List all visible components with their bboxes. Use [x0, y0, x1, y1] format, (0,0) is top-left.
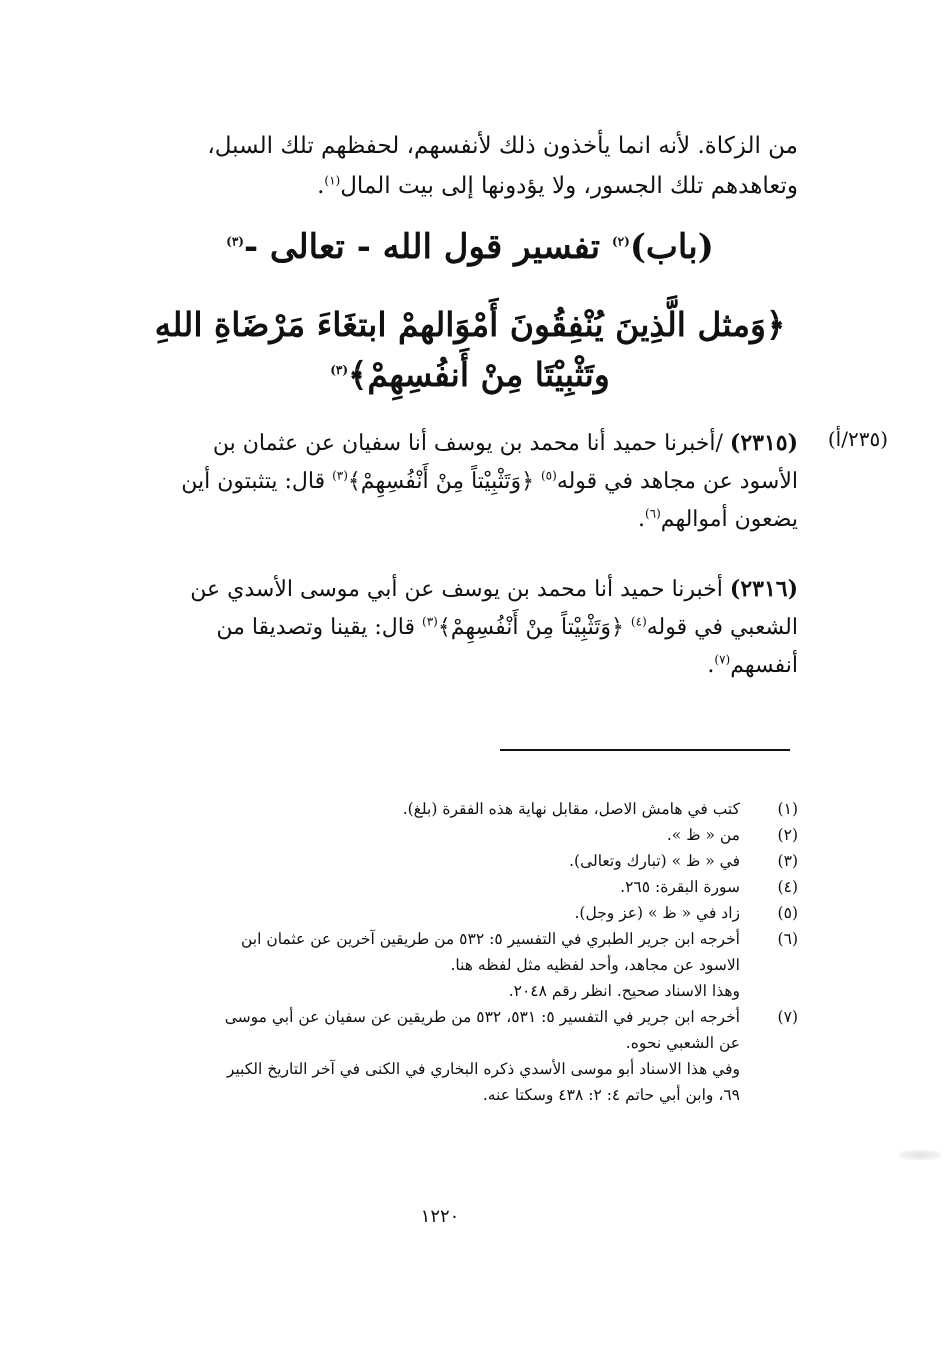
- footnotes: [130, 796, 798, 1108]
- opening-paragraph: [128, 126, 798, 206]
- hadith-2316: [128, 570, 798, 685]
- footnote-text: [130, 874, 740, 900]
- footnote-text: [130, 926, 740, 1004]
- footnote-marker[interactable]: (٣): [226, 234, 244, 249]
- footnote-number: (١): [777, 800, 798, 818]
- footnote-number: (٢): [777, 826, 798, 844]
- footnote-line: في « ظ » (تبارك وتعالى).: [569, 852, 740, 870]
- footnote: [130, 848, 798, 874]
- manuscript-folio-reference: (٢٣٥/أ): [827, 427, 888, 451]
- footnote-line: زاد في « ظ » (عز وجل).: [574, 904, 740, 922]
- footnote-number: (٤): [777, 878, 798, 896]
- footnote-line: الاسود عن مجاهد، وأحد لفظيه مثل لفظه هنا.: [450, 956, 740, 974]
- quran-verse: [150, 300, 790, 400]
- footnote-number: (٧): [777, 1008, 798, 1026]
- footnote-text: [130, 1004, 740, 1108]
- hadith-number: (٢٣١٦): [729, 576, 798, 602]
- footnote-line: أخرجه ابن جرير في التفسير ٥: ٥٣١، ٥٣٢ من طريقين عن سفيان عن أبي موسى: [224, 1008, 740, 1026]
- scan-smudge: [900, 1150, 940, 1160]
- verse-line: وتَثْبِيْتَا مِنْ أَنفُسِهِمْ﴾$^{(٣)}$: [330, 355, 610, 394]
- footnote-marker[interactable]: (٦): [644, 506, 661, 521]
- footnote-line: كتب في هامش الاصل، مقابل نهاية هذه الفقرة (بلغ).: [402, 800, 740, 818]
- footnote-text: [130, 796, 740, 822]
- footnote-marker[interactable]: (٣): [332, 468, 348, 483]
- text-line: من الزكاة. لأنه انما يأخذون ذلك لأنفسهم، لحفظهم تلك السبل،: [207, 133, 798, 159]
- footnote-text: [130, 822, 740, 848]
- footnote: [130, 1004, 798, 1108]
- footnote-separator: [500, 749, 790, 751]
- footnote-number: (٥): [777, 904, 798, 922]
- footnote-marker[interactable]: (٥): [540, 468, 557, 483]
- footnote-line: سورة البقرة: ٢٦٥.: [620, 878, 740, 896]
- text-line: (٢٣١٥) /أخبرنا حميد أنا محمد بن يوسف أنا سفيان عن عثمان بن: [212, 430, 798, 456]
- hadith-2315: [128, 424, 798, 539]
- footnote-line: عن الشعبي نحوه.: [625, 1034, 740, 1052]
- footnote: [130, 900, 798, 926]
- footnote-marker[interactable]: (٣): [330, 363, 349, 377]
- text-line: أنفسهم$^{(٧)}$.: [707, 652, 798, 678]
- footnote-marker[interactable]: (٤): [630, 614, 647, 629]
- footnote-marker[interactable]: (٣): [422, 614, 438, 629]
- footnote-line: من « ظ ».: [666, 826, 740, 844]
- footnote-marker[interactable]: (١): [324, 173, 341, 188]
- text-line: الشعبي في قوله$^{(٤)}$ ﴿وَتَثْبِيْتاً مِنْ أَنْفُسِهِمْ﴾$^{(٣)}$ قال: يقينا وتصديقا من: [216, 614, 798, 640]
- footnote-text: [130, 900, 740, 926]
- footnote-line: ٦٩، وابن أبي حاتم ٤: ٢: ٤٣٨ وسكتا عنه.: [482, 1086, 740, 1104]
- footnote: [130, 796, 798, 822]
- page-number: ١٢٢٠: [420, 1206, 460, 1227]
- footnote-text: [130, 848, 740, 874]
- footnote: [130, 822, 798, 848]
- footnote: [130, 926, 798, 1004]
- footnote: [130, 874, 798, 900]
- chapter-heading: (باب)$^{(٢)}$ تفسير قول الله - تعالى -$^{(٣)}$: [226, 227, 714, 267]
- footnote-line: وفي هذا الاسناد أبو موسى الأسدي ذكره البخاري في الكنى في آخر التاريخ الكبير: [226, 1060, 740, 1078]
- text-line: وتعاهدهم تلك الجسور، ولا يؤدونها إلى بيت المال$^{(١)}$.: [317, 173, 798, 199]
- footnote-marker[interactable]: (٢): [611, 234, 630, 249]
- text-line: (٢٣١٦) أخبرنا حميد أنا محمد بن يوسف عن أبي موسى الأسدي عن: [190, 576, 798, 602]
- hadith-number: (٢٣١٥): [729, 430, 798, 456]
- footnote-marker[interactable]: (٧): [714, 652, 731, 667]
- footnote-line: أخرجه ابن جرير الطبري في التفسير ٥: ٥٣٢ من طريقين آخرين عن عثمان ابن: [240, 930, 740, 948]
- text-line: الأسود عن مجاهد في قوله$^{(٥)}$ ﴿وَتَثْبِيْتاً مِنْ أَنْفُسِهِمْ﴾$^{(٣)}$ قال: يتثبتون أين: [181, 468, 798, 494]
- verse-line: ﴿وَمثل الَّذِينَ يُنْفِقُونَ أَمْوَالهمْ ابتغَاءَ مَرْضَاةِ اللهِ: [154, 305, 786, 344]
- footnote-line: وهذا الاسناد صحيح. انظر رقم ٢٠٤٨.: [508, 982, 740, 1000]
- footnote-number: (٣): [777, 852, 798, 870]
- text-line: يضعون أموالهم$^{(٦)}$.: [637, 506, 798, 532]
- footnote-number: (٦): [777, 930, 798, 948]
